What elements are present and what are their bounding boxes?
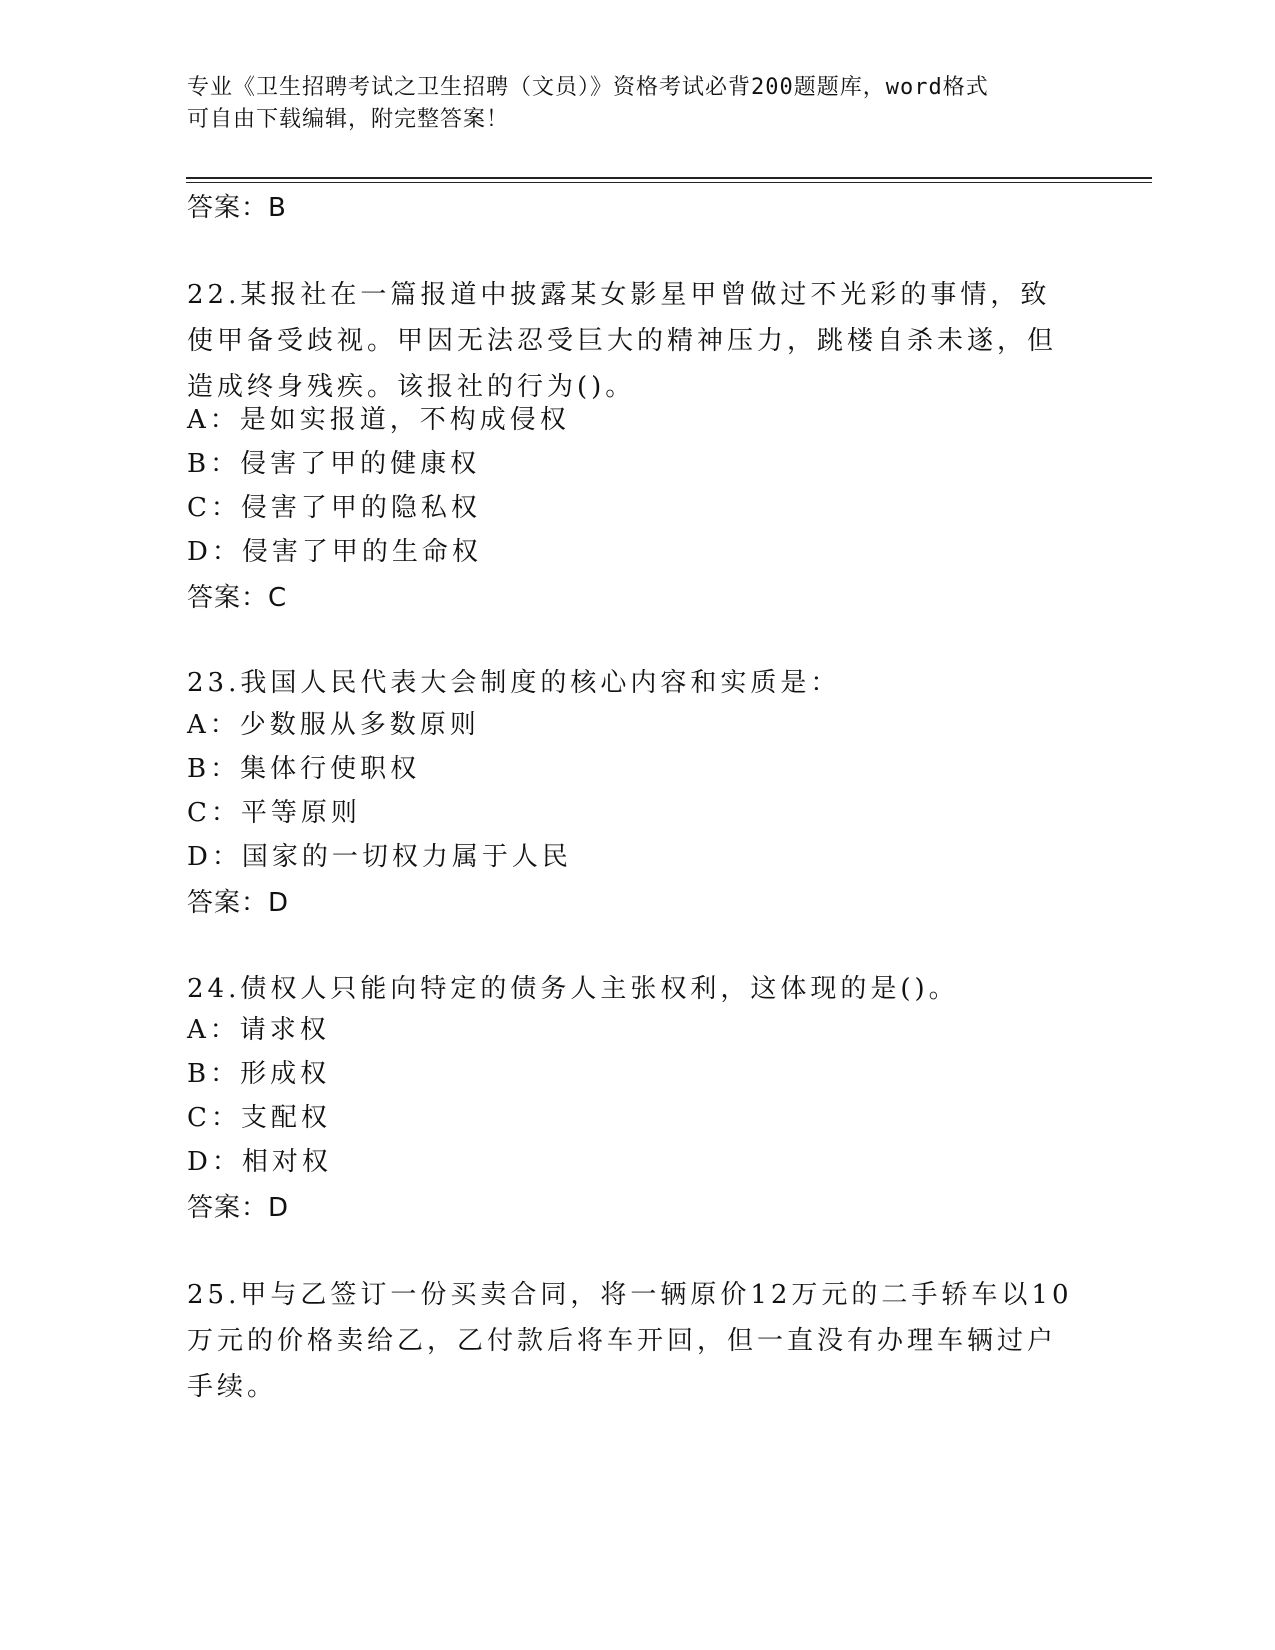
document-header: [187, 72, 1067, 136]
question-22-option-d: D：侵害了甲的生命权: [187, 537, 482, 567]
question-24-option-b: B：形成权: [187, 1059, 331, 1089]
header-divider-thin: [186, 182, 1152, 183]
question-25-text: 25.甲与乙签订一份买卖合同，将一辆原价12万元的二手轿车以10万元的价格卖给乙，乙付款后将车开回，但一直没有办理车辆过户手续。: [187, 1280, 1073, 1402]
question-22-answer: 答案：C: [187, 583, 288, 613]
question-23-option-c: C：平等原则: [187, 798, 361, 828]
question-24-text: 24.债权人只能向特定的债务人主张权利，这体现的是()。: [187, 974, 959, 1004]
question-23-answer: 答案：D: [187, 888, 290, 918]
question-24-option-a: A：请求权: [187, 1015, 330, 1045]
question-24-option-d: D：相对权: [187, 1147, 332, 1177]
question-22-option-b: B：侵害了甲的健康权: [187, 449, 481, 479]
question-24-answer: 答案：D: [187, 1193, 290, 1223]
question-22-option-a: A：是如实报道，不构成侵权: [187, 405, 570, 435]
question-23-option-b: B：集体行使职权: [187, 754, 421, 784]
question-22-text: 22.某报社在一篇报道中披露某女影星甲曾做过不光彩的事情，致使甲备受歧视。甲因无法忍受巨大的精神压力，跳楼自杀未遂，但造成终身残疾。该报社的行为()。: [187, 280, 1058, 402]
header-line-1: 专业《卫生招聘考试之卫生招聘（文员）》资格考试必背200题题库，word格式: [187, 75, 989, 100]
question-23-text: 23.我国人民代表大会制度的核心内容和实质是：: [187, 668, 841, 698]
header-divider: [186, 177, 1152, 179]
question-22-option-c: C：侵害了甲的隐私权: [187, 493, 481, 523]
answer-line: 答案：B: [187, 193, 287, 223]
question-23-option-d: D：国家的一切权力属于人民: [187, 842, 572, 872]
question-24-option-c: C：支配权: [187, 1103, 331, 1133]
question-23-option-a: A：少数服从多数原则: [187, 710, 480, 740]
header-line-2: 可自由下载编辑，附完整答案！: [187, 107, 510, 132]
